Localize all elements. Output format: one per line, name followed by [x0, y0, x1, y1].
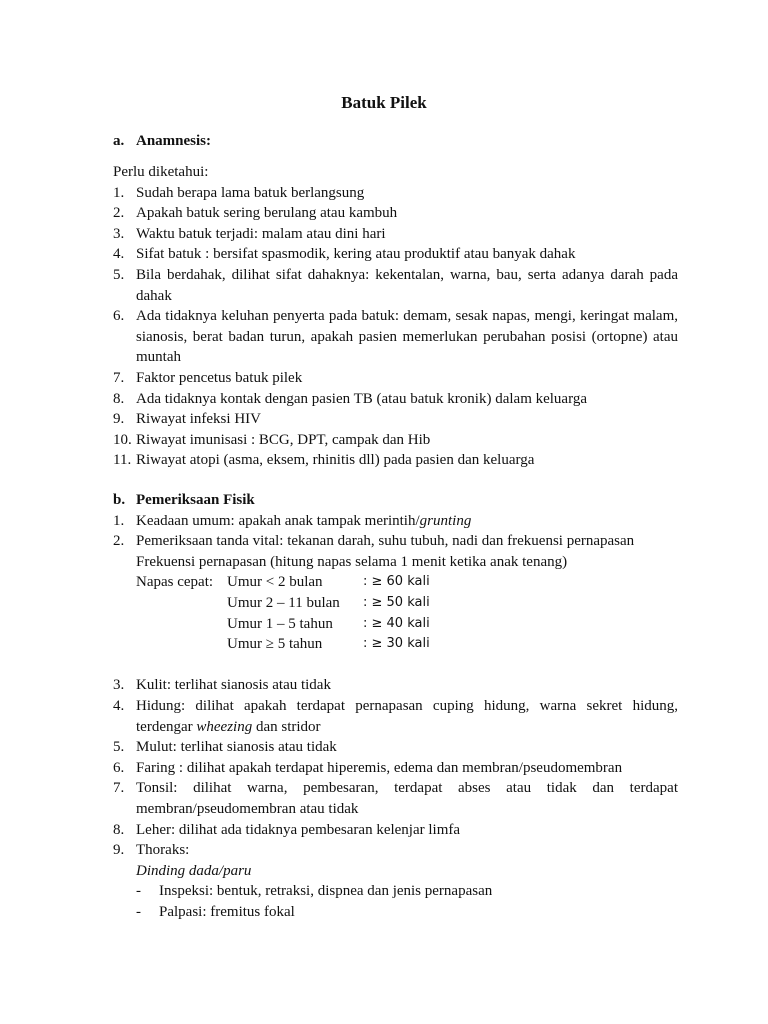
vital-rate-row	[136, 572, 678, 593]
list-number: 5.	[113, 266, 125, 283]
spacer	[136, 593, 227, 614]
list-number: 2.	[113, 533, 125, 550]
list-text: Waktu batuk terjadi: malam atau dini hari	[136, 225, 386, 242]
dash-bullet: -	[136, 903, 141, 920]
list-item	[113, 368, 678, 389]
dash-list-item	[136, 881, 678, 902]
list-number: 8.	[113, 390, 125, 407]
spacer	[136, 634, 227, 655]
list-item	[113, 531, 678, 552]
list-item	[113, 758, 678, 779]
anamnesis-list	[113, 183, 678, 471]
age-range: Umur ≥ 5 tahun	[227, 636, 323, 653]
vital-rate-row	[136, 593, 678, 614]
list-number: 6.	[113, 759, 125, 776]
list-number: 7.	[113, 780, 125, 797]
list-text: Tonsil: dilihat warna, pembesaran, terdapat abses atau tidak dan terdapat membran/pseudomembran atau tidak	[136, 780, 678, 817]
section-b-label: b.	[113, 492, 126, 508]
list-item	[113, 265, 678, 306]
list-text: Bila berdahak, dilihat sifat dahaknya: kekentalan, warna, bau, serta adanya darah pada dahak	[136, 266, 678, 304]
dash-text: Palpasi: fremitus fokal	[159, 903, 295, 920]
list-number: 4.	[113, 246, 125, 263]
section-b-title: Pemeriksaan Fisik	[136, 492, 255, 508]
list-number: 7.	[113, 369, 125, 386]
section-a-label: a.	[113, 133, 125, 149]
list-text-italic: wheezing	[196, 718, 253, 735]
section-b-heading	[113, 490, 255, 511]
list-number: 1.	[113, 184, 125, 201]
napas-cepat-label: Napas cepat:	[136, 574, 214, 591]
list-number: 10.	[113, 431, 132, 448]
list-text: Ada tidaknya kontak dengan pasien TB (atau batuk kronik) dalam keluarga	[136, 390, 587, 407]
list-item	[113, 244, 678, 265]
list-item	[113, 306, 678, 368]
list-text: Riwayat atopi (asma, eksem, rhinitis dll) pada pasien dan keluarga	[136, 452, 535, 469]
physical-exam-list-part2	[113, 675, 678, 860]
list-text-italic: grunting	[419, 512, 472, 529]
rate-threshold: : ≥ 50 kali	[363, 594, 430, 610]
age-range: Umur < 2 bulan	[227, 574, 323, 591]
section-a-title: Anamnesis:	[136, 133, 212, 149]
thoraks-subheading	[136, 861, 678, 882]
list-item	[113, 511, 678, 532]
section-a-heading	[113, 131, 211, 152]
list-number: 3.	[113, 225, 125, 242]
list-text: Keadaan umum: apakah anak tampak merintih/	[136, 512, 420, 529]
rate-threshold: : ≥ 40 kali	[363, 615, 430, 631]
physical-exam-list-part1	[113, 511, 678, 552]
list-number: 1.	[113, 512, 125, 529]
list-item	[113, 675, 678, 696]
list-number: 8.	[113, 821, 125, 838]
list-text: Mulut: terlihat sianosis atau tidak	[136, 739, 337, 756]
list-text: Riwayat infeksi HIV	[136, 411, 261, 428]
list-number: 3.	[113, 677, 125, 694]
list-text: Hidung: dilihat apakah terdapat pernapasan cuping hidung, warna sekret hidung, terdengar	[136, 697, 678, 735]
dash-bullet: -	[136, 883, 141, 900]
dash-text: Inspeksi: bentuk, retraksi, dispnea dan jenis pernapasan	[159, 883, 493, 900]
list-text: Faktor pencetus batuk pilek	[136, 369, 303, 386]
list-number: 11.	[113, 452, 132, 469]
list-text: Leher: dilihat ada tidaknya pembesaran kelenjar limfa	[136, 821, 461, 838]
list-number: 9.	[113, 411, 125, 428]
vital-rate-row	[136, 634, 678, 655]
list-text: Sudah berapa lama batuk berlangsung	[136, 184, 365, 201]
list-text: dan stridor	[252, 718, 321, 735]
vital-rate-row	[136, 614, 678, 635]
thoraks-subheading-text: Dinding dada/paru	[136, 862, 252, 879]
spacer	[136, 614, 227, 635]
list-text: Sifat batuk : bersifat spasmodik, kering atau produktif atau banyak dahak	[136, 246, 576, 263]
list-text: Pemeriksaan tanda vital: tekanan darah, suhu tubuh, nadi dan frekuensi pernapasan	[136, 533, 635, 550]
list-item	[113, 840, 678, 861]
rate-threshold: : ≥ 30 kali	[363, 636, 430, 652]
list-item	[113, 696, 678, 737]
list-text: Thoraks:	[136, 842, 190, 859]
list-number: 9.	[113, 842, 125, 859]
list-item	[113, 183, 678, 204]
age-range: Umur 1 – 5 tahun	[227, 615, 333, 632]
age-range: Umur 2 – 11 bulan	[227, 594, 340, 611]
list-number: 2.	[113, 205, 125, 222]
list-item	[113, 778, 678, 819]
list-text: Faring : dilihat apakah terdapat hiperemis, edema dan membran/pseudomembran	[136, 759, 623, 776]
list-text: Ada tidaknya keluhan penyerta pada batuk: demam, sesak napas, mengi, keringat malam, sianosis, berat badan turun, apakah pasien memerlukan perubahan posisi (ortopne) atau muntah	[136, 308, 678, 366]
list-item	[113, 737, 678, 758]
vital-rate-table	[136, 572, 678, 654]
list-item	[113, 820, 678, 841]
thoraks-dash-list	[136, 881, 678, 922]
rate-threshold: : ≥ 60 kali	[363, 574, 430, 590]
dash-list-item	[136, 902, 678, 923]
frequency-line: Frekuensi pernapasan (hitung napas selama 1 menit ketika anak tenang)	[136, 553, 568, 570]
list-item	[113, 224, 678, 245]
list-item	[113, 430, 678, 451]
list-item	[113, 389, 678, 410]
list-item	[113, 409, 678, 430]
page-title: Batuk Pilek	[341, 93, 427, 112]
list-text: Kulit: terlihat sianosis atau tidak	[136, 677, 331, 694]
list-text: Apakah batuk sering berulang atau kambuh	[136, 205, 398, 222]
list-item	[113, 450, 678, 471]
list-item	[113, 203, 678, 224]
list-number: 5.	[113, 739, 125, 756]
list-text: Riwayat imunisasi : BCG, DPT, campak dan Hib	[136, 431, 431, 448]
list-number: 4.	[113, 697, 125, 714]
list-number: 6.	[113, 308, 125, 325]
section-a-intro: Perlu diketahui:	[113, 164, 209, 180]
